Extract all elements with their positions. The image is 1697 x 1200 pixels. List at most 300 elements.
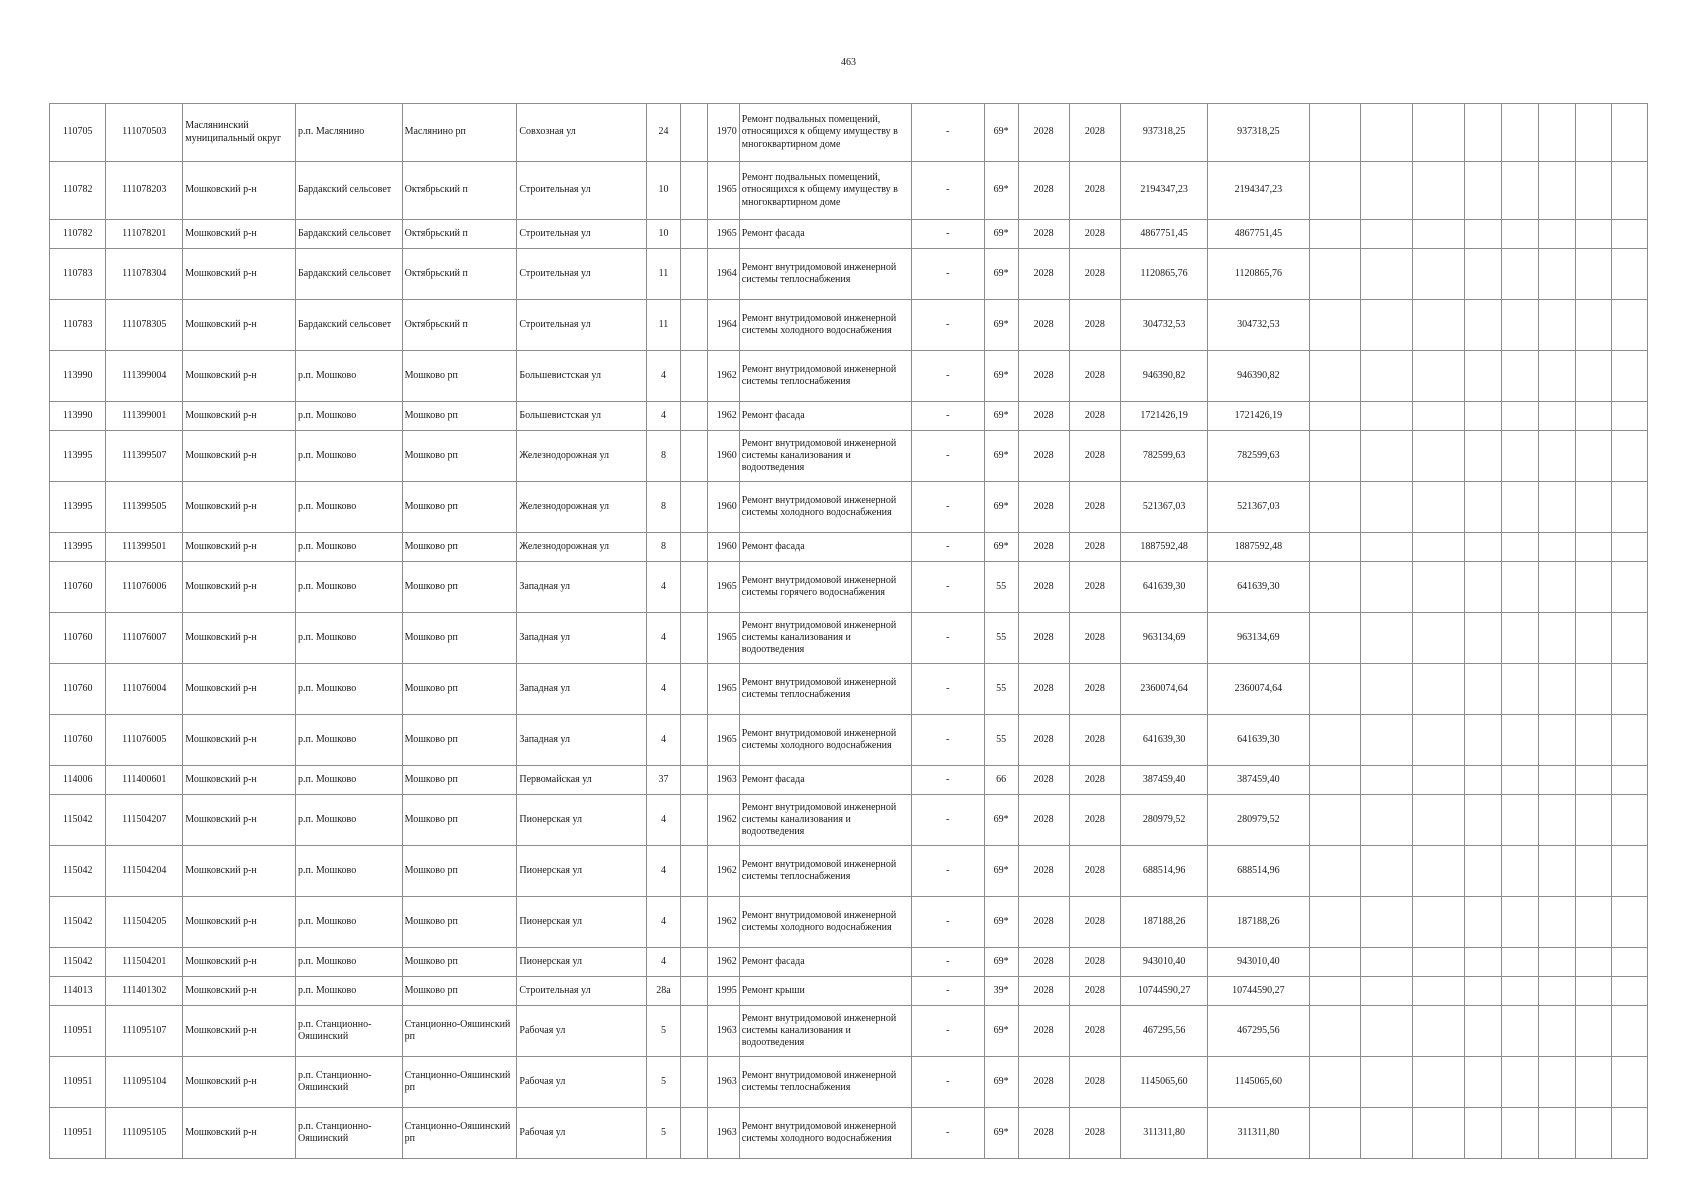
cell-empty (1611, 715, 1647, 766)
cell-district: Мошковский р-н (183, 664, 296, 715)
cell-year-end: 2028 (1069, 431, 1120, 482)
cell-empty (1309, 162, 1360, 220)
cell-municipality: р.п. Мошково (296, 431, 403, 482)
cell-year-built: 1963 (708, 1108, 740, 1159)
cell-empty (1309, 795, 1360, 846)
cell-street: Западная ул (517, 715, 646, 766)
cell-house-number: 11 (646, 300, 681, 351)
cell-building (681, 431, 708, 482)
cell-empty (1309, 1006, 1360, 1057)
cell-district: Мошковский р-н (183, 162, 296, 220)
cell-empty (1465, 1057, 1502, 1108)
cell-year-built: 1962 (708, 897, 740, 948)
cell-year-end: 2028 (1069, 300, 1120, 351)
cell-year-end: 2028 (1069, 613, 1120, 664)
cell-house-number: 8 (646, 431, 681, 482)
cell-work-id: 111504205 (106, 897, 183, 948)
cell-cost-total: 1887592,48 (1208, 533, 1309, 562)
cell-house-number: 5 (646, 1057, 681, 1108)
cell-year-end: 2028 (1069, 766, 1120, 795)
cell-wear: 69* (984, 1057, 1018, 1108)
cell-empty (1576, 402, 1612, 431)
cell-cost: 280979,52 (1121, 795, 1208, 846)
cell-year-start: 2028 (1018, 1108, 1069, 1159)
cell-year-start: 2028 (1018, 220, 1069, 249)
cell-empty (1611, 977, 1647, 1006)
table-row (50, 162, 1648, 220)
cell-house-number: 10 (646, 220, 681, 249)
cell-dash: - (911, 249, 984, 300)
table-row (50, 795, 1648, 846)
cell-empty (1360, 977, 1412, 1006)
cell-cost-total: 2194347,23 (1208, 162, 1309, 220)
table-row (50, 613, 1648, 664)
cell-empty (1539, 897, 1576, 948)
cell-year-built: 1962 (708, 402, 740, 431)
cell-empty (1360, 300, 1412, 351)
cell-empty (1413, 1006, 1465, 1057)
cell-cost: 311311,80 (1121, 1108, 1208, 1159)
cell-empty (1611, 402, 1647, 431)
cell-locality: Станционно-Ояшинский рп (402, 1108, 517, 1159)
cell-empty (1465, 977, 1502, 1006)
cell-municipality: р.п. Мошково (296, 562, 403, 613)
cell-empty (1360, 1057, 1412, 1108)
cell-year-built: 1964 (708, 249, 740, 300)
cell-dash: - (911, 220, 984, 249)
cell-empty (1360, 162, 1412, 220)
cell-year-start: 2028 (1018, 977, 1069, 1006)
cell-work-type: Ремонт внутридомовой инженерной системы холодного водоснабжения (739, 1108, 911, 1159)
cell-empty (1360, 351, 1412, 402)
cell-house-number: 8 (646, 533, 681, 562)
cell-empty (1539, 1006, 1576, 1057)
cell-cost: 946390,82 (1121, 351, 1208, 402)
cell-street: Пионерская ул (517, 948, 646, 977)
cell-street: Пионерская ул (517, 846, 646, 897)
cell-empty (1539, 613, 1576, 664)
cell-cost: 943010,40 (1121, 948, 1208, 977)
cell-work-id: 111399004 (106, 351, 183, 402)
cell-street: Строительная ул (517, 977, 646, 1006)
cell-work-id: 111095104 (106, 1057, 183, 1108)
cell-locality: Октябрьский п (402, 162, 517, 220)
cell-empty (1576, 300, 1612, 351)
cell-cost: 782599,63 (1121, 431, 1208, 482)
cell-building (681, 795, 708, 846)
cell-empty (1576, 1108, 1612, 1159)
cell-work-type: Ремонт внутридомовой инженерной системы теплоснабжения (739, 1057, 911, 1108)
cell-empty (1360, 664, 1412, 715)
cell-street: Пионерская ул (517, 897, 646, 948)
cell-district: Мошковский р-н (183, 220, 296, 249)
cell-municipality: р.п. Мошково (296, 948, 403, 977)
cell-district: Мошковский р-н (183, 482, 296, 533)
cell-cost-total: 963134,69 (1208, 613, 1309, 664)
cell-municipality: Бардакский сельсовет (296, 220, 403, 249)
cell-empty (1465, 846, 1502, 897)
cell-empty (1502, 300, 1539, 351)
cell-house-id: 110705 (50, 104, 106, 162)
cell-empty (1413, 613, 1465, 664)
cell-cost: 1145065,60 (1121, 1057, 1208, 1108)
cell-dash: - (911, 482, 984, 533)
cell-house-id: 113995 (50, 431, 106, 482)
cell-wear: 69* (984, 431, 1018, 482)
cell-empty (1309, 431, 1360, 482)
cell-empty (1576, 562, 1612, 613)
cell-street: Пионерская ул (517, 795, 646, 846)
cell-house-number: 4 (646, 402, 681, 431)
cell-year-start: 2028 (1018, 613, 1069, 664)
cell-dash: - (911, 1006, 984, 1057)
cell-cost: 963134,69 (1121, 613, 1208, 664)
cell-cost: 1120865,76 (1121, 249, 1208, 300)
cell-dash: - (911, 562, 984, 613)
cell-empty (1576, 351, 1612, 402)
cell-empty (1309, 104, 1360, 162)
cell-work-type: Ремонт фасада (739, 533, 911, 562)
cell-street: Строительная ул (517, 162, 646, 220)
cell-empty (1360, 431, 1412, 482)
cell-empty (1576, 613, 1612, 664)
cell-cost-total: 10744590,27 (1208, 977, 1309, 1006)
cell-empty (1360, 249, 1412, 300)
cell-house-id: 110783 (50, 300, 106, 351)
cell-street: Рабочая ул (517, 1006, 646, 1057)
cell-empty (1360, 482, 1412, 533)
cell-wear: 69* (984, 846, 1018, 897)
cell-building (681, 482, 708, 533)
cell-empty (1413, 948, 1465, 977)
cell-municipality: Бардакский сельсовет (296, 249, 403, 300)
cell-municipality: р.п. Мошково (296, 897, 403, 948)
cell-empty (1502, 351, 1539, 402)
cell-empty (1465, 104, 1502, 162)
cell-cost-total: 946390,82 (1208, 351, 1309, 402)
cell-house-number: 4 (646, 613, 681, 664)
cell-empty (1539, 1108, 1576, 1159)
cell-empty (1465, 249, 1502, 300)
cell-cost-total: 782599,63 (1208, 431, 1309, 482)
cell-empty (1465, 766, 1502, 795)
cell-year-built: 1960 (708, 482, 740, 533)
cell-work-type: Ремонт внутридомовой инженерной системы канализования и водоотведения (739, 431, 911, 482)
cell-municipality: р.п. Мошково (296, 846, 403, 897)
cell-work-id: 111078201 (106, 220, 183, 249)
cell-work-id: 111399505 (106, 482, 183, 533)
cell-wear: 55 (984, 715, 1018, 766)
cell-house-id: 114006 (50, 766, 106, 795)
cell-cost-total: 311311,80 (1208, 1108, 1309, 1159)
cell-empty (1611, 613, 1647, 664)
cell-building (681, 715, 708, 766)
cell-empty (1502, 249, 1539, 300)
cell-year-built: 1963 (708, 1057, 740, 1108)
cell-empty (1576, 948, 1612, 977)
cell-work-type: Ремонт внутридомовой инженерной системы горячего водоснабжения (739, 562, 911, 613)
cell-empty (1611, 766, 1647, 795)
cell-year-start: 2028 (1018, 162, 1069, 220)
cell-year-start: 2028 (1018, 351, 1069, 402)
cell-year-built: 1962 (708, 795, 740, 846)
cell-year-start: 2028 (1018, 846, 1069, 897)
cell-empty (1413, 977, 1465, 1006)
cell-building (681, 613, 708, 664)
cell-work-id: 111401302 (106, 977, 183, 1006)
cell-empty (1611, 162, 1647, 220)
cell-building (681, 766, 708, 795)
cell-work-type: Ремонт внутридомовой инженерной системы холодного водоснабжения (739, 300, 911, 351)
cell-empty (1413, 766, 1465, 795)
cell-street: Западная ул (517, 613, 646, 664)
cell-cost-total: 4867751,45 (1208, 220, 1309, 249)
cell-street: Строительная ул (517, 300, 646, 351)
cell-empty (1576, 431, 1612, 482)
cell-empty (1413, 846, 1465, 897)
cell-year-built: 1962 (708, 948, 740, 977)
cell-year-start: 2028 (1018, 664, 1069, 715)
cell-empty (1502, 162, 1539, 220)
cell-district: Мошковский р-н (183, 431, 296, 482)
cell-cost: 937318,25 (1121, 104, 1208, 162)
cell-work-type: Ремонт внутридомовой инженерной системы канализования и водоотведения (739, 1006, 911, 1057)
cell-dash: - (911, 162, 984, 220)
cell-empty (1360, 897, 1412, 948)
cell-house-id: 113995 (50, 533, 106, 562)
cell-house-id: 114013 (50, 977, 106, 1006)
cell-year-start: 2028 (1018, 533, 1069, 562)
cell-locality: Мошково рп (402, 562, 517, 613)
cell-empty (1502, 533, 1539, 562)
cell-empty (1539, 431, 1576, 482)
cell-house-id: 110760 (50, 715, 106, 766)
cell-work-id: 111399507 (106, 431, 183, 482)
cell-building (681, 562, 708, 613)
cell-locality: Мошково рп (402, 533, 517, 562)
cell-work-type: Ремонт фасада (739, 948, 911, 977)
cell-year-built: 1965 (708, 562, 740, 613)
cell-cost: 467295,56 (1121, 1006, 1208, 1057)
cell-street: Рабочая ул (517, 1108, 646, 1159)
cell-empty (1611, 300, 1647, 351)
table-row (50, 402, 1648, 431)
cell-empty (1309, 1108, 1360, 1159)
cell-building (681, 1006, 708, 1057)
page-number: 463 (841, 57, 856, 68)
cell-empty (1465, 795, 1502, 846)
cell-cost-total: 2360074,64 (1208, 664, 1309, 715)
cell-building (681, 249, 708, 300)
cell-cost: 521367,03 (1121, 482, 1208, 533)
cell-year-start: 2028 (1018, 948, 1069, 977)
cell-year-end: 2028 (1069, 1057, 1120, 1108)
cell-work-id: 111095107 (106, 1006, 183, 1057)
cell-wear: 55 (984, 562, 1018, 613)
cell-wear: 69* (984, 795, 1018, 846)
cell-empty (1611, 1108, 1647, 1159)
cell-house-id: 115042 (50, 795, 106, 846)
cell-cost-total: 1120865,76 (1208, 249, 1309, 300)
cell-cost: 1721426,19 (1121, 402, 1208, 431)
cell-dash: - (911, 846, 984, 897)
cell-street: Западная ул (517, 562, 646, 613)
table-row (50, 715, 1648, 766)
cell-cost-total: 467295,56 (1208, 1006, 1309, 1057)
cell-house-number: 4 (646, 351, 681, 402)
cell-building (681, 977, 708, 1006)
cell-house-id: 110760 (50, 562, 106, 613)
cell-empty (1465, 482, 1502, 533)
cell-empty (1502, 795, 1539, 846)
table-body (50, 104, 1648, 1159)
cell-year-end: 2028 (1069, 1108, 1120, 1159)
cell-year-end: 2028 (1069, 220, 1120, 249)
cell-empty (1502, 431, 1539, 482)
cell-district: Мошковский р-н (183, 533, 296, 562)
cell-empty (1539, 948, 1576, 977)
cell-empty (1611, 1057, 1647, 1108)
cell-cost-total: 943010,40 (1208, 948, 1309, 977)
cell-municipality: р.п. Мошково (296, 664, 403, 715)
cell-empty (1360, 766, 1412, 795)
cell-empty (1360, 846, 1412, 897)
cell-work-id: 111076005 (106, 715, 183, 766)
cell-wear: 69* (984, 482, 1018, 533)
cell-empty (1611, 897, 1647, 948)
cell-house-number: 4 (646, 948, 681, 977)
cell-empty (1502, 482, 1539, 533)
cell-work-id: 111076007 (106, 613, 183, 664)
table-row (50, 977, 1648, 1006)
cell-work-id: 111078304 (106, 249, 183, 300)
cell-dash: - (911, 766, 984, 795)
cell-year-end: 2028 (1069, 533, 1120, 562)
cell-house-id: 110760 (50, 664, 106, 715)
cell-year-built: 1970 (708, 104, 740, 162)
cell-locality: Мошково рп (402, 431, 517, 482)
cell-empty (1539, 977, 1576, 1006)
cell-empty (1465, 162, 1502, 220)
cell-empty (1413, 402, 1465, 431)
cell-dash: - (911, 431, 984, 482)
cell-locality: Мошково рп (402, 664, 517, 715)
cell-municipality: р.п. Мошково (296, 351, 403, 402)
cell-house-id: 110783 (50, 249, 106, 300)
cell-empty (1360, 533, 1412, 562)
table-row (50, 664, 1648, 715)
cell-house-number: 11 (646, 249, 681, 300)
cell-empty (1413, 162, 1465, 220)
cell-year-built: 1965 (708, 613, 740, 664)
cell-municipality: р.п. Станционно-Ояшинский (296, 1108, 403, 1159)
cell-empty (1611, 104, 1647, 162)
cell-building (681, 104, 708, 162)
cell-dash: - (911, 533, 984, 562)
cell-empty (1360, 220, 1412, 249)
cell-dash: - (911, 402, 984, 431)
cell-year-end: 2028 (1069, 948, 1120, 977)
cell-year-built: 1960 (708, 431, 740, 482)
cell-year-built: 1965 (708, 220, 740, 249)
cell-year-start: 2028 (1018, 715, 1069, 766)
cell-work-type: Ремонт внутридомовой инженерной системы теплоснабжения (739, 351, 911, 402)
cell-work-id: 111076004 (106, 664, 183, 715)
cell-dash: - (911, 795, 984, 846)
cell-locality: Станционно-Ояшинский рп (402, 1006, 517, 1057)
cell-empty (1502, 977, 1539, 1006)
cell-empty (1309, 220, 1360, 249)
cell-cost: 1887592,48 (1121, 533, 1208, 562)
table-row (50, 1108, 1648, 1159)
cell-wear: 69* (984, 948, 1018, 977)
cell-empty (1502, 1108, 1539, 1159)
cell-empty (1465, 897, 1502, 948)
cell-cost-total: 688514,96 (1208, 846, 1309, 897)
cell-empty (1539, 220, 1576, 249)
cell-work-id: 111504201 (106, 948, 183, 977)
cell-work-type: Ремонт фасада (739, 402, 911, 431)
cell-year-built: 1965 (708, 664, 740, 715)
cell-empty (1539, 162, 1576, 220)
cell-wear: 55 (984, 664, 1018, 715)
table-row (50, 300, 1648, 351)
cell-building (681, 533, 708, 562)
cell-empty (1539, 664, 1576, 715)
cell-building (681, 948, 708, 977)
cell-empty (1309, 1057, 1360, 1108)
cell-empty (1465, 351, 1502, 402)
cell-work-type: Ремонт подвальных помещений, относящихся к общему имуществу в многоквартирном доме (739, 162, 911, 220)
cell-cost: 641639,30 (1121, 562, 1208, 613)
cell-work-type: Ремонт внутридомовой инженерной системы теплоснабжения (739, 249, 911, 300)
table-row (50, 897, 1648, 948)
cell-work-id: 111400601 (106, 766, 183, 795)
cell-empty (1576, 664, 1612, 715)
cell-wear: 69* (984, 1006, 1018, 1057)
cell-house-number: 4 (646, 562, 681, 613)
cell-year-start: 2028 (1018, 402, 1069, 431)
cell-district: Маслянинский муниципальный округ (183, 104, 296, 162)
cell-work-type: Ремонт внутридомовой инженерной системы холодного водоснабжения (739, 482, 911, 533)
cell-wear: 69* (984, 162, 1018, 220)
cell-empty (1465, 664, 1502, 715)
cell-district: Мошковский р-н (183, 897, 296, 948)
cell-year-end: 2028 (1069, 162, 1120, 220)
cell-empty (1465, 431, 1502, 482)
cell-empty (1539, 715, 1576, 766)
cell-empty (1539, 402, 1576, 431)
cell-cost-total: 1145065,60 (1208, 1057, 1309, 1108)
cell-empty (1611, 562, 1647, 613)
cell-year-end: 2028 (1069, 1006, 1120, 1057)
cell-street: Железнодорожная ул (517, 533, 646, 562)
cell-empty (1576, 1057, 1612, 1108)
cell-empty (1539, 249, 1576, 300)
table-row (50, 766, 1648, 795)
cell-work-type: Ремонт фасада (739, 766, 911, 795)
cell-empty (1539, 533, 1576, 562)
cell-year-built: 1965 (708, 162, 740, 220)
cell-municipality: р.п. Мошково (296, 402, 403, 431)
cell-locality: Октябрьский п (402, 249, 517, 300)
cell-dash: - (911, 351, 984, 402)
cell-building (681, 220, 708, 249)
cell-cost-total: 304732,53 (1208, 300, 1309, 351)
cell-empty (1465, 613, 1502, 664)
cell-empty (1309, 249, 1360, 300)
cell-district: Мошковский р-н (183, 795, 296, 846)
